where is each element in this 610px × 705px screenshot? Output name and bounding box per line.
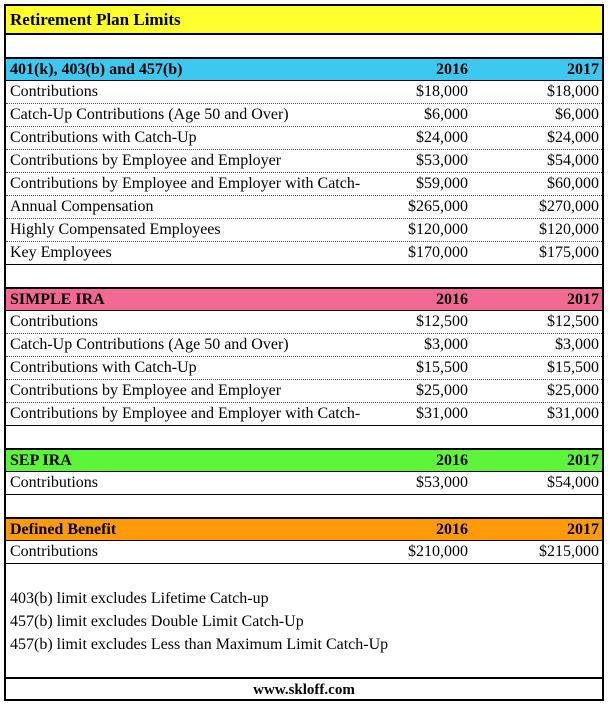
table-row bbox=[6, 334, 602, 357]
row-label: Key Employees bbox=[10, 244, 112, 261]
value-2017: $60,000 bbox=[547, 175, 599, 192]
row-label: Contributions with Catch-Up bbox=[10, 129, 197, 146]
year-2017-header: 2017 bbox=[567, 521, 599, 538]
value-2016: $3,000 bbox=[424, 336, 468, 353]
value-2016: $6,000 bbox=[424, 106, 468, 123]
row-label: Contributions by Employee and Employer bbox=[10, 382, 282, 399]
value-2016: $59,000 bbox=[416, 175, 468, 192]
footer-website[interactable]: www.skloff.com bbox=[6, 677, 602, 701]
table-row bbox=[6, 150, 602, 173]
row-label: Contributions by Employee and Employer with Catch- bbox=[10, 175, 361, 192]
table-row bbox=[6, 127, 602, 150]
table-row bbox=[6, 541, 602, 564]
value-2016: $53,000 bbox=[416, 474, 468, 491]
value-2017: $54,000 bbox=[547, 474, 599, 491]
year-2017-header: 2017 bbox=[567, 291, 599, 308]
value-2016: $31,000 bbox=[416, 405, 468, 422]
value-2016: $210,000 bbox=[408, 543, 468, 560]
row-label: Catch-Up Contributions (Age 50 and Over) bbox=[10, 336, 289, 353]
value-2017: $18,000 bbox=[547, 83, 599, 100]
value-2016: $53,000 bbox=[416, 152, 468, 169]
row-label: Contributions by Employee and Employer bbox=[10, 152, 282, 169]
footnote: 403(b) limit excludes Lifetime Catch-up bbox=[10, 590, 269, 607]
year-2016-header: 2016 bbox=[436, 61, 468, 78]
year-2017-header: 2017 bbox=[567, 452, 599, 469]
year-2016-header: 2016 bbox=[436, 291, 468, 308]
table-row bbox=[6, 196, 602, 219]
row-label: Contributions with Catch-Up bbox=[10, 359, 197, 376]
section-header-simple bbox=[6, 287, 602, 311]
table-title: Retirement Plan Limits bbox=[6, 6, 602, 35]
section-header-k401 bbox=[6, 57, 602, 81]
table-row bbox=[6, 219, 602, 242]
table-row bbox=[6, 173, 602, 196]
value-2016: $265,000 bbox=[408, 198, 468, 215]
table-row bbox=[6, 242, 602, 265]
section-title: SEP IRA bbox=[10, 452, 72, 469]
value-2017: $120,000 bbox=[539, 221, 599, 238]
value-2017: $6,000 bbox=[555, 106, 599, 123]
section-header-db bbox=[6, 517, 602, 541]
value-2016: $120,000 bbox=[408, 221, 468, 238]
footnote: 457(b) limit excludes Less than Maximum Limit Catch-Up bbox=[10, 636, 389, 653]
value-2016: $18,000 bbox=[416, 83, 468, 100]
table-row bbox=[6, 380, 602, 403]
value-2017: $24,000 bbox=[547, 129, 599, 146]
value-2017: $31,000 bbox=[547, 405, 599, 422]
row-label: Contributions bbox=[10, 543, 99, 560]
retirement-limits-table bbox=[4, 4, 604, 701]
row-label: Contributions bbox=[10, 474, 99, 491]
table-row bbox=[6, 81, 602, 104]
row-label: Contributions bbox=[10, 313, 99, 330]
footnote: 457(b) limit excludes Double Limit Catch-Up bbox=[10, 613, 304, 630]
value-2017: $25,000 bbox=[547, 382, 599, 399]
row-label: Catch-Up Contributions (Age 50 and Over) bbox=[10, 106, 289, 123]
table-row bbox=[6, 104, 602, 127]
table-row bbox=[6, 357, 602, 380]
section-title: SIMPLE IRA bbox=[10, 291, 105, 308]
value-2017: $3,000 bbox=[555, 336, 599, 353]
section-header-sep bbox=[6, 448, 602, 472]
section-title: 401(k), 403(b) and 457(b) bbox=[10, 61, 183, 78]
value-2017: $54,000 bbox=[547, 152, 599, 169]
value-2016: $170,000 bbox=[408, 244, 468, 261]
value-2017: $175,000 bbox=[539, 244, 599, 261]
value-2017: $12,500 bbox=[547, 313, 599, 330]
value-2016: $24,000 bbox=[416, 129, 468, 146]
section-title: Defined Benefit bbox=[10, 521, 117, 538]
row-label: Annual Compensation bbox=[10, 198, 154, 215]
value-2017: $215,000 bbox=[539, 543, 599, 560]
table-row bbox=[6, 403, 602, 426]
value-2016: $15,500 bbox=[416, 359, 468, 376]
year-2017-header: 2017 bbox=[567, 61, 599, 78]
value-2016: $12,500 bbox=[416, 313, 468, 330]
year-2016-header: 2016 bbox=[436, 452, 468, 469]
table-row bbox=[6, 472, 602, 495]
row-label: Contributions by Employee and Employer with Catch- bbox=[10, 405, 361, 422]
row-label: Highly Compensated Employees bbox=[10, 221, 221, 238]
value-2017: $270,000 bbox=[539, 198, 599, 215]
value-2016: $25,000 bbox=[416, 382, 468, 399]
row-label: Contributions bbox=[10, 83, 99, 100]
year-2016-header: 2016 bbox=[436, 521, 468, 538]
table-row bbox=[6, 311, 602, 334]
value-2017: $15,500 bbox=[547, 359, 599, 376]
